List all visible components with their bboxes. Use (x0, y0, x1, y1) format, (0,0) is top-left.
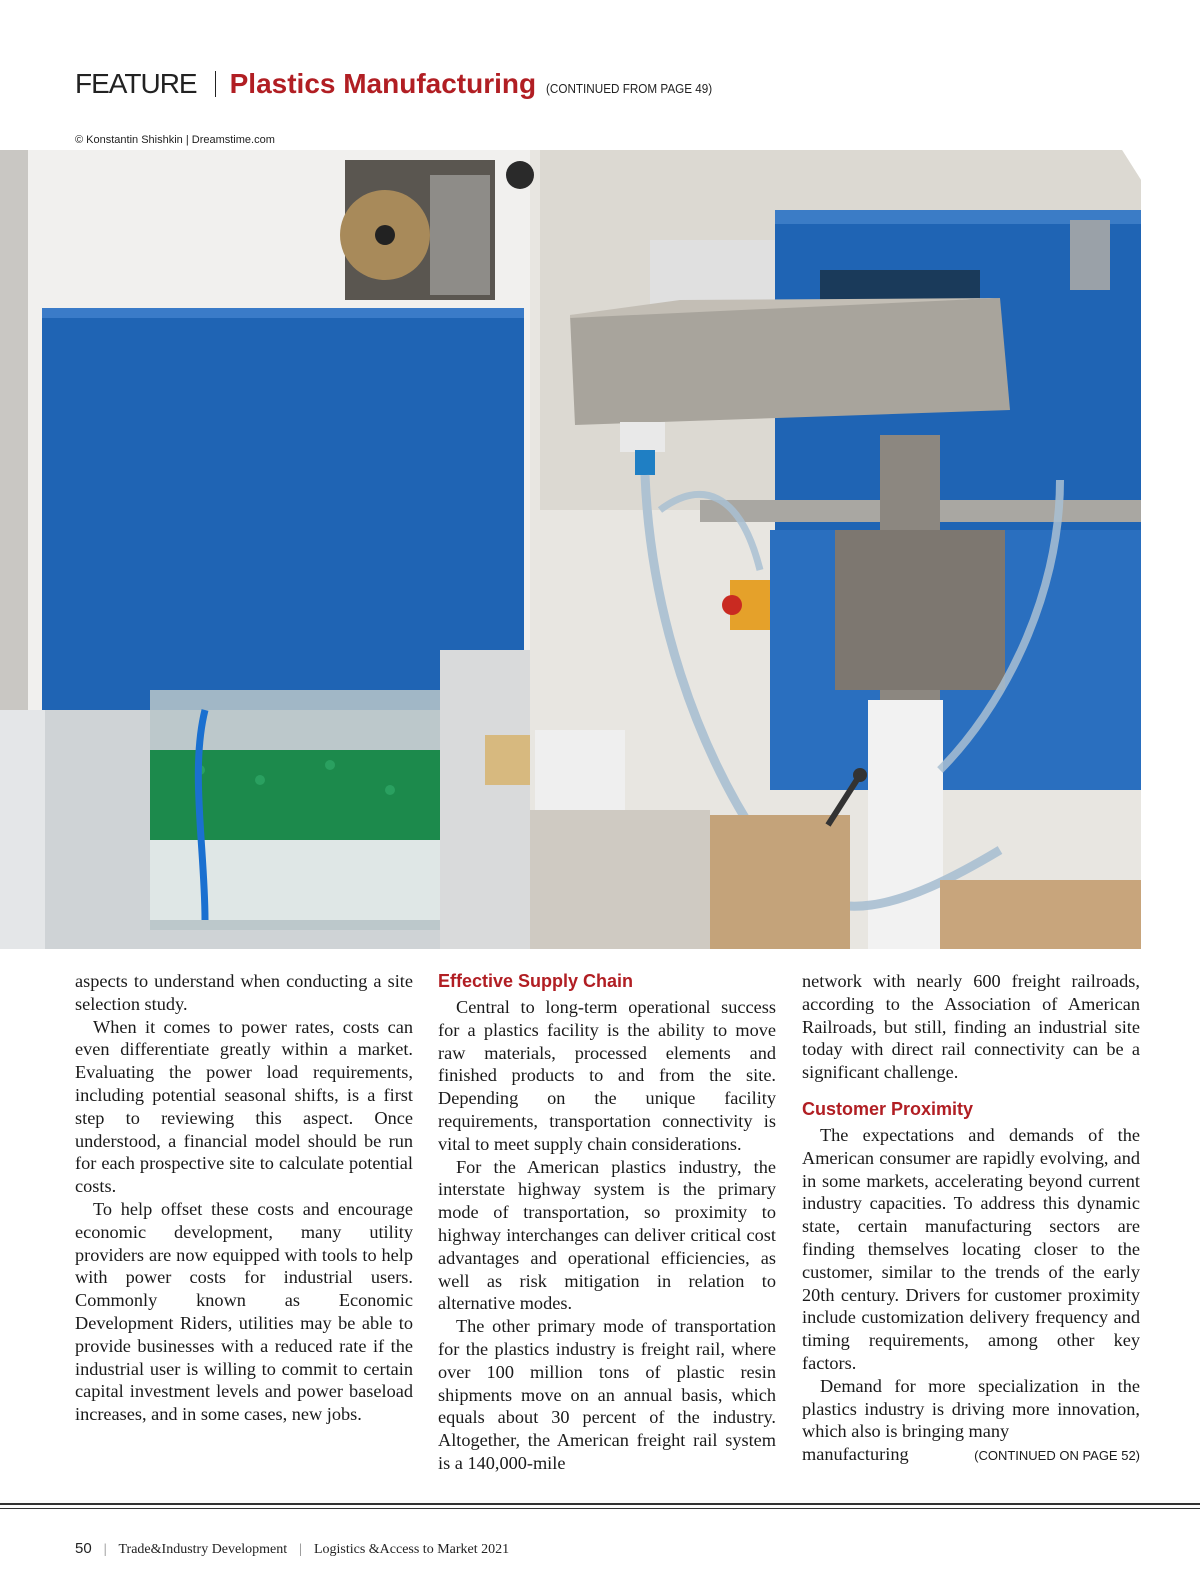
col3-paragraph-3: Demand for more specialization in the plastics industry is driving more innovation, which also is bringing many (802, 1375, 1140, 1442)
col1-paragraph-2: When it comes to power rates, costs can even differentiate greatly within a market. Evaluating the power load requirements, including potential seasonal shifts, is a first step to reviewing this aspect. Once understood, a financial model should be run for each prospective site to calculate potential costs. (75, 1016, 413, 1197)
issue-name: Logistics &Access to Market 2021 (313, 1542, 510, 1557)
publication-name: Trade&Industry Development (118, 1542, 288, 1557)
col2-paragraph-3: The other primary mode of transportation for the plastics industry is freight rail, where over 100 million tons of plastic resin shipments move on an annual basis, which equals about 30 percent of the industry. Altogether, the American freight rail system is a 140,000-mile (438, 1316, 776, 1473)
subheading-customer-proximity: Customer Proximity (802, 1098, 974, 1119)
subheading-supply-chain: Effective Supply Chain (438, 971, 634, 991)
photo-credit: © Konstantin Shishkin | Dreamstime.com (75, 134, 275, 146)
footer-rule-thin (0, 1508, 1200, 1509)
col3-paragraph-1: network with nearly 600 freight railroads, according to the Association of American Railroads, but still, finding an industrial site today with direct rail connectivity can be a significant challenge. (802, 971, 1140, 1083)
page-header (75, 68, 731, 108)
feature-photo (0, 150, 1141, 949)
col1-paragraph-3: To help offset these costs and encourage economic development, many utility providers are now equipped with tools to help with power costs for industrial users. Commonly known as Economic Development Riders, utilities may be able to provide businesses with a reduced rate if the industrial user is willing to commit to certain capital investment levels and power baseload increases, and in some cases, new jobs. (75, 1198, 413, 1425)
footer-rule-thick (0, 1503, 1200, 1505)
footer-divider-1: | (103, 1542, 107, 1557)
col3-last-word: manufacturing (802, 1444, 909, 1465)
article-column-3 (802, 970, 1140, 1468)
col3-last-line (802, 1443, 1140, 1466)
header-divider (215, 71, 216, 97)
page-number: 50 (75, 1540, 92, 1557)
plastics-machine-illustration (0, 150, 1141, 949)
continued-from-note: (CONTINUED FROM PAGE 49) (546, 81, 713, 96)
col2-paragraph-1: Central to long-term operational success for a plastics facility is the ability to move raw materials, processed elements and finished products to and from the site. Depending on the unique facility requirements, transportation connectivity is vital to meet supply chain considerations. (438, 997, 776, 1154)
continued-on-note: (CONTINUED ON PAGE 52) (974, 1448, 1140, 1464)
col2-paragraph-2: For the American plastics industry, the interstate highway system is the primary mode of transportation, so proximity to highway interchanges can deliver critical cost advantages and operational efficiencies, as well as risk mitigation in relation to alternative modes. (438, 1156, 776, 1314)
col1-paragraph-1: aspects to understand when conducting a site selection study. (75, 971, 413, 1014)
footer-divider-2: | (299, 1542, 302, 1557)
col3-paragraph-2: The expectations and demands of the American consumer are rapidly evolving, and in some markets, accelerating beyond current industry capacities. To address this dynamic state, certain manufacturing sectors are finding themselves locating closer to the customer, similar to the trends of the early 20th century. Drivers for customer proximity include customization delivery frequency and timing requirements, among other key factors. (802, 1124, 1140, 1373)
article-title: Plastics Manufacturing (229, 68, 537, 99)
page-footer (75, 1540, 509, 1558)
article-column-2 (438, 970, 776, 1475)
section-label: FEATURE (75, 68, 197, 99)
article-column-1 (75, 970, 413, 1426)
